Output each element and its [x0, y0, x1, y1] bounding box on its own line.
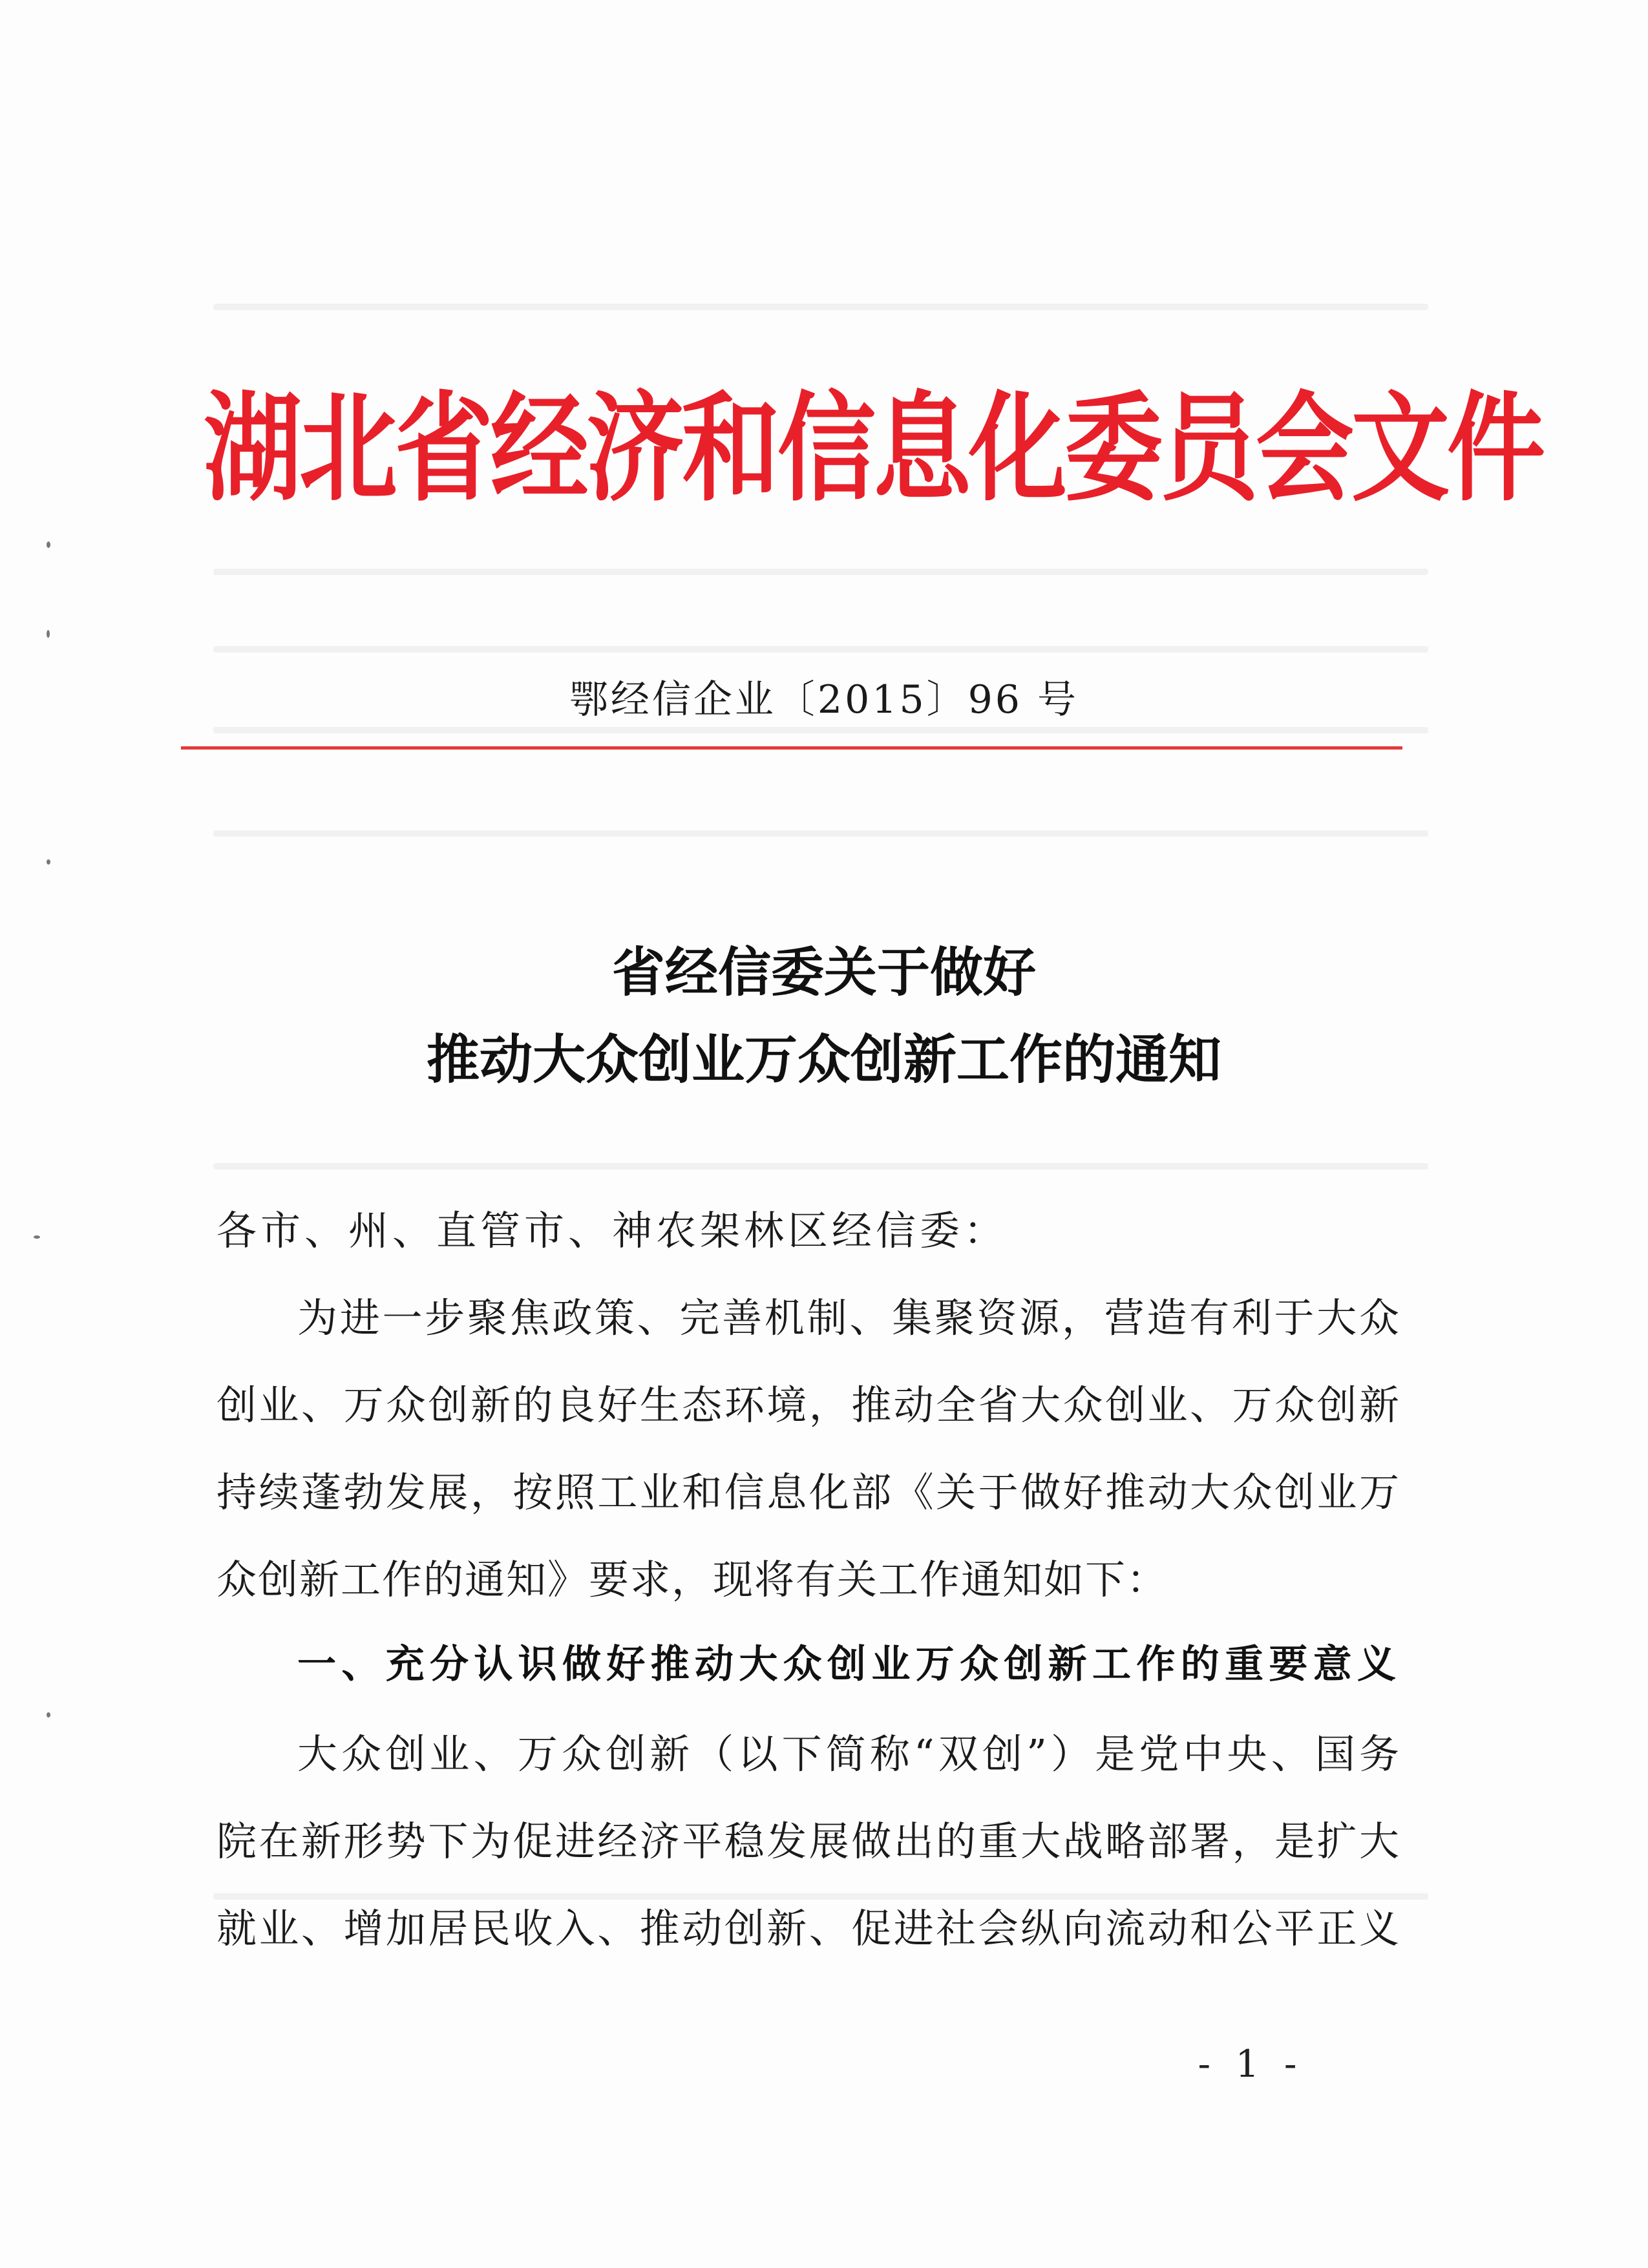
paragraph-line: 就业、增加居民收入、推动创新、促进社会纵向流动和公平正义 [217, 1905, 1399, 1952]
bleed-through-mark [213, 727, 1428, 733]
scan-speck [47, 630, 50, 638]
issuer-header-title: 湖北省经济和信息化委员会文件 [204, 380, 1543, 518]
paragraph-line: 创业、万众创新的良好生态环境，推动全省大众创业、万众创新 [217, 1381, 1399, 1429]
document-number: 鄂经信企业〔2015〕96 号 [569, 677, 1079, 722]
bleed-through-mark [213, 569, 1428, 575]
scan-speck [47, 859, 50, 865]
notice-title-line-2: 推动大众创业万众创新工作的通知 [426, 1029, 1221, 1091]
bleed-through-mark [213, 646, 1428, 653]
addressee-line: 各市、州、直管市、神农架林区经信委： [217, 1207, 1008, 1254]
scan-speck [34, 1235, 40, 1239]
paragraph-line: 持续蓬勃发展，按照工业和信息化部《关于做好推动大众创业万 [217, 1469, 1399, 1516]
scan-speck [47, 541, 50, 548]
section-heading-1: 一、充分认识做好推动大众创业万众创新工作的重要意义 [297, 1642, 1396, 1687]
bleed-through-mark [213, 304, 1428, 310]
page-number: - 1 - [1198, 2042, 1304, 2086]
paragraph-line: 院在新形势下为促进经济平稳发展做出的重大战略部署，是扩大 [217, 1818, 1399, 1865]
bleed-through-mark [213, 830, 1428, 837]
paragraph-line: 众创新工作的通知》要求，现将有关工作通知如下： [217, 1556, 1168, 1603]
bleed-through-mark [213, 1163, 1428, 1170]
notice-title-line-1: 省经信委关于做好 [611, 942, 1036, 1003]
paragraph-line: 大众创业、万众创新（以下简称“双创”）是党中央、国务 [297, 1730, 1399, 1778]
paragraph-line: 为进一步聚焦政策、完善机制、集聚资源，营造有利于大众 [297, 1294, 1399, 1341]
scan-speck [47, 1712, 50, 1717]
red-separator-rule [181, 746, 1402, 750]
